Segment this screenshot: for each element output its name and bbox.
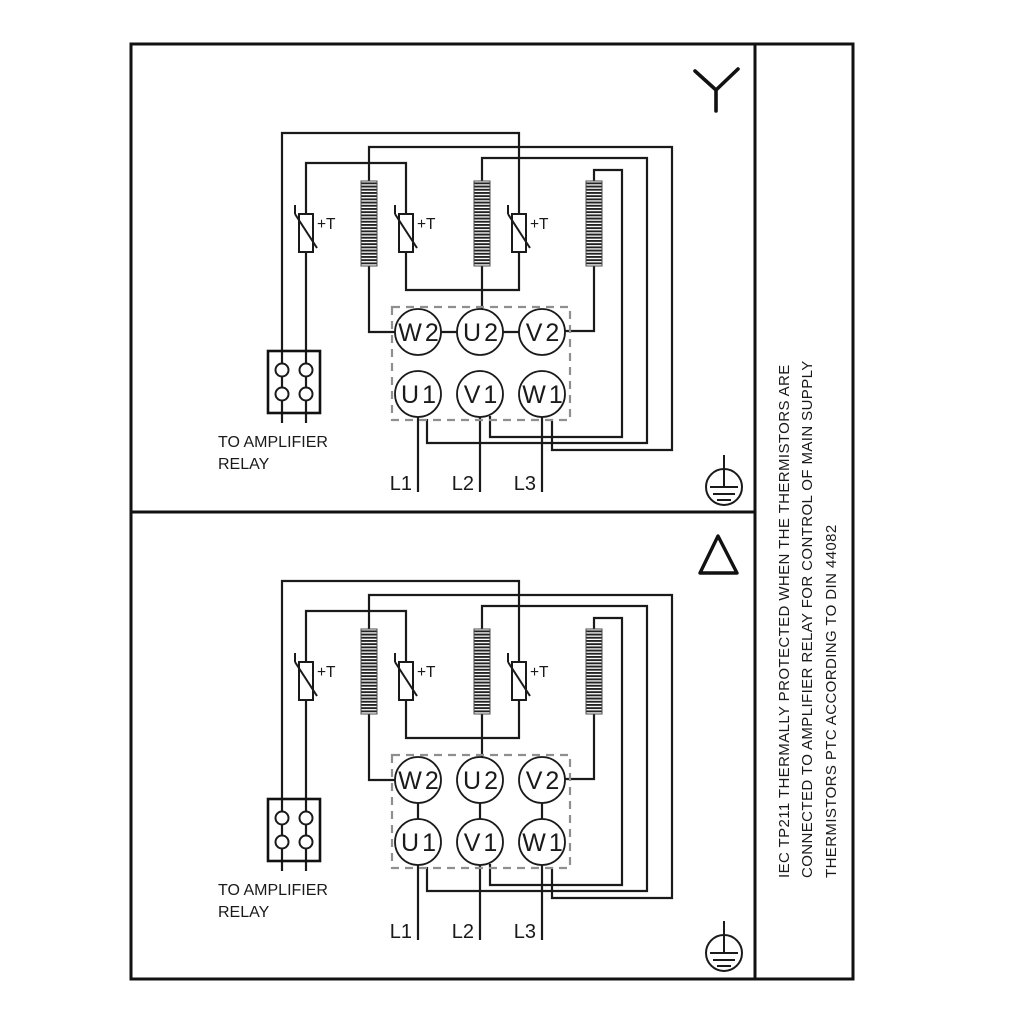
star-connection-symbol bbox=[695, 69, 738, 111]
note-column bbox=[776, 360, 840, 878]
note-line-3: THERMISTORS PTC ACCORDING TO DIN 44082 bbox=[823, 524, 840, 878]
note-line-1: IEC TP211 THERMALLY PROTECTED WHEN THE THERMISTORS ARE bbox=[776, 364, 793, 878]
earth-ground-symbol-top bbox=[706, 455, 742, 505]
delta-connection-symbol bbox=[700, 536, 737, 573]
earth-ground-symbol-bottom bbox=[706, 921, 742, 971]
delta-panel bbox=[218, 536, 742, 971]
note-line-2: CONNECTED TO AMPLIFIER RELAY FOR CONTROL OF MAIN SUPPLY bbox=[799, 360, 816, 878]
delta-bridge-links bbox=[418, 803, 542, 819]
star-panel bbox=[218, 69, 742, 505]
